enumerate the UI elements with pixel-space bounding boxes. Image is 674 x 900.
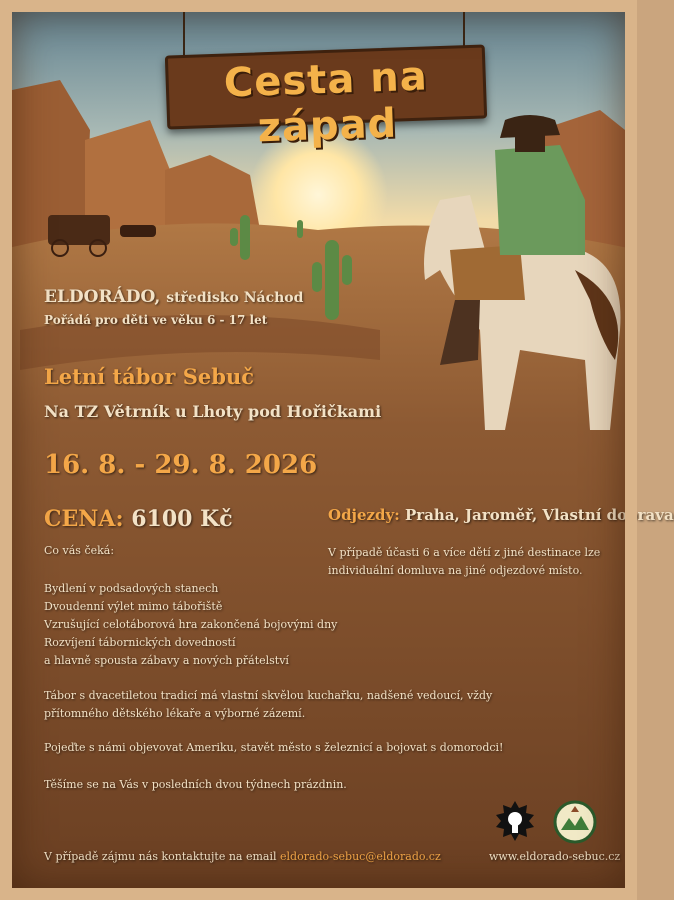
departures-label: Odjezdy:	[328, 506, 400, 524]
price-label: CENA:	[44, 506, 124, 532]
awaits-list	[44, 580, 337, 670]
description-paragraph-3: Těšíme se na Vás v posledních dvou týdnech prázdnin.	[44, 778, 347, 791]
price-value: 6100 Kč	[131, 506, 233, 532]
sign-rope-left	[183, 10, 185, 58]
camp-dates: 16. 8. - 29. 8. 2026	[44, 450, 318, 480]
departures-note: V případě účasti 6 a více dětí z jiné destinace lze individuální domluva na jiné odjezdové místo.	[328, 546, 601, 577]
list-item: Rozvíjení tábornických dovedností	[44, 636, 236, 649]
list-item: Dvoudenní výlet mimo tábořiště	[44, 600, 223, 613]
website-link[interactable]: www.eldorado-sebuc.cz	[489, 850, 621, 863]
list-item: a hlavně spousta zábavy a nových přátelství	[44, 654, 289, 667]
organization-logo-icon	[494, 800, 536, 842]
poster-title: Cesta na západ	[223, 53, 429, 152]
contact-text: V případě zájmu nás kontaktujte na email	[44, 850, 277, 863]
departures	[328, 506, 674, 524]
title-sign	[165, 44, 487, 152]
description-paragraph-2: Pojeďte s námi objevovat Ameriku, stavět město s železnicí a bojovat s domorodci!	[44, 741, 504, 754]
awaits-heading: Co vás čeká:	[44, 544, 115, 557]
audience-text: Pořádá pro děti ve věku 6 - 17 let	[44, 313, 268, 327]
description-paragraph-1: Tábor s dvacetiletou tradicí má vlastní skvělou kuchařku, nadšené vedoucí, vždy přítomného dětského lékaře a výborné zázemí.	[44, 689, 493, 720]
organizer-name: ELDORÁDO,	[44, 287, 161, 307]
organizer	[44, 287, 303, 307]
price	[44, 506, 233, 532]
list-item: Bydlení v podsadových stanech	[44, 582, 219, 595]
organizer-unit: středisko Náchod	[166, 290, 304, 306]
camp-location: Na TZ Větrník u Lhoty pod Hořičkami	[44, 402, 382, 421]
contact	[44, 850, 441, 863]
departures-value: Praha, Jaroměř, Vlastní doprava	[405, 506, 674, 524]
list-item: Vzrušující celotáborová hra zakončená bojovými dny	[44, 618, 338, 631]
contact-email-link[interactable]: eldorado-sebuc@eldorado.cz	[280, 850, 441, 863]
camp-logo-icon	[553, 800, 597, 844]
camp-name: Letní tábor Sebuč	[44, 364, 255, 389]
